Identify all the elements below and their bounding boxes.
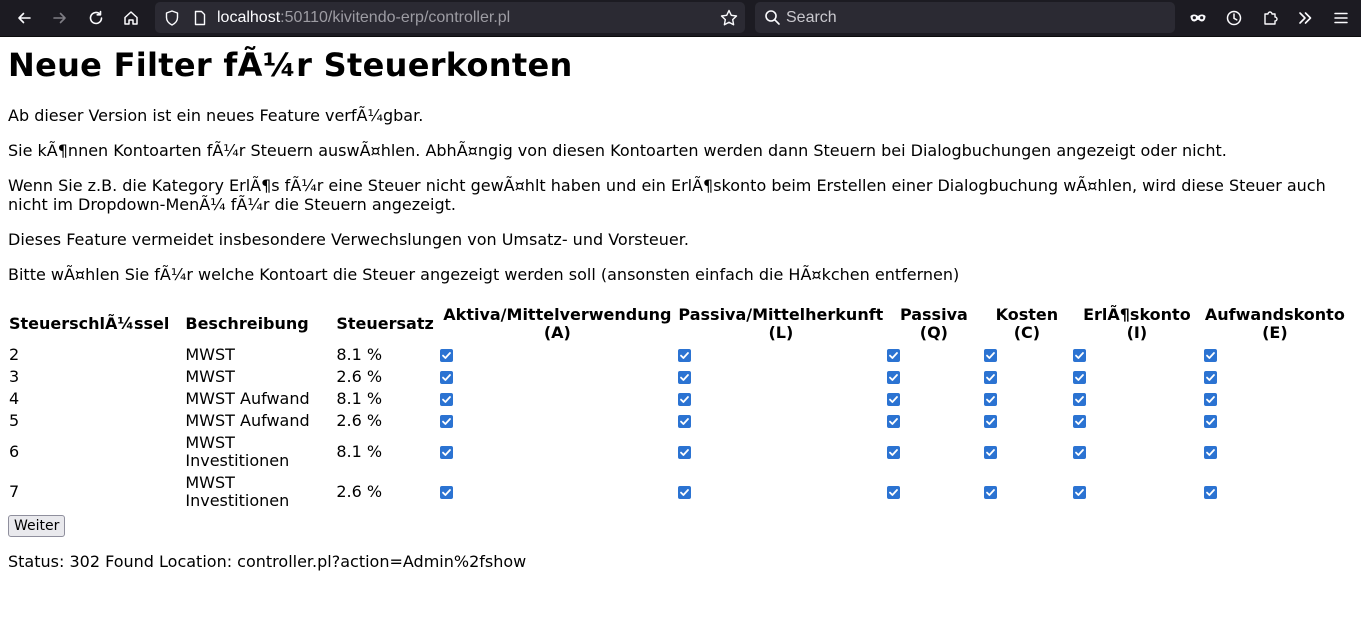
forward-button[interactable] (46, 4, 74, 32)
checkbox-cell-equity (886, 433, 981, 471)
checkbox-costs[interactable] (984, 446, 997, 459)
header-expense (1203, 305, 1346, 343)
checkbox-cell-revenue (1072, 473, 1201, 511)
checkbox-expense[interactable] (1204, 349, 1217, 362)
header-liabilities-code: (L) (768, 323, 794, 342)
header-liabilities-label: Passiva/Mittelherkunft (678, 305, 884, 324)
header-assets (439, 305, 675, 343)
page-icon[interactable] (191, 9, 209, 27)
checkbox-cell-expense (1203, 345, 1346, 365)
checkbox-cell-expense (1203, 411, 1346, 431)
checkbox-equity[interactable] (887, 486, 900, 499)
reload-icon (87, 9, 105, 27)
checkbox-cell-assets (439, 389, 675, 409)
checkbox-revenue[interactable] (1073, 349, 1086, 362)
header-equity-label: Passiva (899, 305, 968, 324)
header-liabilities (677, 305, 884, 343)
checkbox-liabilities[interactable] (678, 415, 691, 428)
checkbox-equity[interactable] (887, 393, 900, 406)
table-row (8, 411, 1346, 431)
header-costs-code: (C) (1013, 323, 1041, 342)
checkbox-assets[interactable] (440, 486, 453, 499)
description-cell (172, 473, 333, 511)
tax-rate-cell: 8.1 % (336, 345, 383, 364)
checkbox-assets[interactable] (440, 446, 453, 459)
checkbox-cell-assets (439, 433, 675, 471)
tax-rate-cell: 8.1 % (336, 389, 383, 408)
hamburger-menu-icon (1332, 9, 1350, 27)
url-path: :50110/kivitendo-erp/controller.pl (280, 9, 511, 26)
table-row (8, 389, 1346, 409)
checkbox-assets[interactable] (440, 393, 453, 406)
header-description: Beschreibung (185, 314, 309, 333)
description-cell (172, 345, 333, 365)
checkbox-cell-revenue (1072, 389, 1201, 409)
tax-key-cell: 2 (9, 345, 20, 364)
header-assets-code: (A) (543, 323, 571, 342)
checkbox-cell-equity (886, 389, 981, 409)
checkbox-expense[interactable] (1204, 415, 1217, 428)
checkbox-assets[interactable] (440, 371, 453, 384)
instruction-paragraph: Bitte wÃ¤hlen Sie fÃ¼r welche Kontoart die Steuer angezeigt werden soll (ansonsten einfach die HÃ¤kchen entfernen) (8, 265, 960, 284)
header-tax-key: SteuerschlÃ¼ssel (9, 314, 170, 333)
back-arrow-icon (15, 9, 33, 27)
tax-key-cell: 5 (9, 411, 20, 430)
browser-toolbar (0, 0, 1361, 37)
checkbox-revenue[interactable] (1073, 371, 1086, 384)
checkbox-revenue[interactable] (1073, 415, 1086, 428)
header-costs-label: Kosten (995, 305, 1059, 324)
header-tax-rate: Steuersatz (336, 314, 434, 333)
header-costs (983, 305, 1070, 343)
checkbox-cell-assets (439, 367, 675, 387)
home-icon (122, 9, 140, 27)
checkbox-liabilities[interactable] (678, 446, 691, 459)
description-text-line2: Investitionen (185, 491, 290, 510)
description-text: MWST (185, 473, 235, 492)
checkbox-cell-equity (886, 345, 981, 365)
checkbox-cell-liabilities (677, 473, 884, 511)
table-header-row (8, 305, 1346, 343)
checkbox-cell-expense (1203, 433, 1346, 471)
history-button[interactable] (1220, 4, 1248, 32)
checkbox-assets[interactable] (440, 415, 453, 428)
forward-arrow-icon (51, 9, 69, 27)
bookmark-star-icon[interactable] (719, 8, 739, 28)
checkbox-cell-costs (983, 411, 1070, 431)
reload-button[interactable] (82, 4, 110, 32)
checkbox-costs[interactable] (984, 371, 997, 384)
example-paragraph: Wenn Sie z.B. die Kategory ErlÃ¶s fÃ¼r eine Steuer nicht gewÃ¤hlt haben und ein ErlÃ¶skonto beim Erstellen einer Dialogbuchung wÃ¤hlen, wird diese Steuer auch nicht im Dropdown-MenÃ¼ fÃ¼r die Steuern angezeigt. (8, 176, 1326, 214)
url-bar[interactable] (155, 2, 745, 33)
header-revenue-code: (I) (1126, 323, 1148, 342)
checkbox-cell-equity (886, 367, 981, 387)
url-host: localhost (217, 9, 281, 26)
checkbox-costs[interactable] (984, 486, 997, 499)
header-equity (886, 305, 981, 343)
home-button[interactable] (117, 4, 145, 32)
extensions-button[interactable] (1256, 4, 1284, 32)
tax-key-cell: 6 (9, 442, 20, 461)
description-text-line2: Investitionen (185, 451, 290, 470)
checkbox-liabilities[interactable] (678, 349, 691, 362)
checkbox-cell-expense (1203, 473, 1346, 511)
page-title: Neue Filter fÃ¼r Steuerkonten (8, 46, 573, 84)
checkbox-liabilities[interactable] (678, 371, 691, 384)
overflow-button[interactable] (1291, 4, 1319, 32)
checkbox-cell-liabilities (677, 367, 884, 387)
page-content (8, 37, 1353, 571)
checkbox-cell-assets (439, 345, 675, 365)
checkbox-cell-expense (1203, 389, 1346, 409)
back-button[interactable] (10, 4, 38, 32)
search-bar[interactable] (755, 2, 1175, 33)
checkbox-expense[interactable] (1204, 486, 1217, 499)
table-row (8, 473, 1346, 511)
private-browsing-button[interactable] (1184, 4, 1212, 32)
tax-rate-cell: 2.6 % (336, 367, 383, 386)
checkbox-revenue[interactable] (1073, 446, 1086, 459)
checkbox-assets[interactable] (440, 349, 453, 362)
checkbox-expense[interactable] (1204, 371, 1217, 384)
checkbox-cell-assets (439, 411, 675, 431)
table-row (8, 345, 1346, 365)
checkbox-revenue[interactable] (1073, 486, 1086, 499)
checkbox-costs[interactable] (984, 415, 997, 428)
checkbox-cell-costs (983, 367, 1070, 387)
checkbox-cell-liabilities (677, 411, 884, 431)
description-text: MWST (185, 433, 235, 452)
checkbox-cell-costs (983, 345, 1070, 365)
checkbox-cell-revenue (1072, 411, 1201, 431)
tax-rate-cell: 2.6 % (336, 411, 383, 430)
account-types-paragraph: Sie kÃ¶nnen Kontoarten fÃ¼r Steuern auswÃ¤hlen. AbhÃ¤ngig von diesen Kontoarten werden dann Steuern bei Dialogbuchungen angezeigt oder nicht. (8, 141, 1227, 160)
checkbox-liabilities[interactable] (678, 393, 691, 406)
description-cell (172, 411, 333, 431)
checkbox-cell-liabilities (677, 389, 884, 409)
checkbox-cell-equity (886, 411, 981, 431)
tax-rate-cell: 2.6 % (336, 482, 383, 501)
checkbox-cell-equity (886, 473, 981, 511)
shield-icon[interactable] (163, 9, 181, 27)
checkbox-cell-revenue (1072, 433, 1201, 471)
checkbox-costs[interactable] (984, 349, 997, 362)
checkbox-expense[interactable] (1204, 393, 1217, 406)
tax-filter-form (8, 303, 1353, 537)
header-expense-code: (E) (1262, 323, 1288, 342)
header-equity-code: (Q) (919, 323, 948, 342)
header-revenue (1072, 305, 1201, 343)
url-text[interactable] (217, 8, 510, 28)
checkbox-cell-liabilities (677, 345, 884, 365)
intro-paragraph: Ab dieser Version ist ein neues Feature verfÃ¼gbar. (8, 106, 424, 125)
checkbox-equity[interactable] (887, 371, 900, 384)
search-input[interactable]: Search (786, 9, 837, 26)
checkbox-cell-costs (983, 389, 1070, 409)
checkbox-cell-assets (439, 473, 675, 511)
checkbox-equity[interactable] (887, 349, 900, 362)
description-text: MWST Aufwand (185, 389, 310, 408)
description-cell (172, 389, 333, 409)
status-line: Status: 302 Found Location: controller.pl?action=Admin%2fshow (8, 552, 527, 571)
checkbox-equity[interactable] (887, 415, 900, 428)
description-text: MWST (185, 345, 235, 364)
description-cell (172, 433, 333, 471)
header-revenue-label: ErlÃ¶skonto (1083, 305, 1191, 324)
checkbox-cell-costs (983, 433, 1070, 471)
checkbox-costs[interactable] (984, 393, 997, 406)
tax-key-cell: 4 (9, 389, 20, 408)
checkbox-liabilities[interactable] (678, 486, 691, 499)
checkbox-revenue[interactable] (1073, 393, 1086, 406)
table-row (8, 433, 1346, 471)
checkbox-cell-costs (983, 473, 1070, 511)
puzzle-icon (1261, 9, 1279, 27)
tax-rate-cell: 8.1 % (336, 442, 383, 461)
search-icon (764, 9, 781, 26)
header-expense-label: Aufwandskonto (1204, 305, 1345, 324)
checkbox-cell-revenue (1072, 345, 1201, 365)
mask-icon (1189, 9, 1207, 27)
checkbox-cell-revenue (1072, 367, 1201, 387)
feature-paragraph: Dieses Feature vermeidet insbesondere Verwechslungen von Umsatz- und Vorsteuer. (8, 230, 689, 249)
checkbox-equity[interactable] (887, 446, 900, 459)
tax-filter-table (6, 303, 1348, 513)
description-text: MWST (185, 367, 235, 386)
continue-button[interactable]: Weiter (8, 515, 65, 537)
description-text: MWST Aufwand (185, 411, 310, 430)
header-assets-label: Aktiva/Mittelverwendung (443, 305, 672, 324)
menu-button[interactable] (1327, 4, 1355, 32)
checkbox-expense[interactable] (1204, 446, 1217, 459)
tax-key-cell: 7 (9, 482, 20, 501)
table-row (8, 367, 1346, 387)
checkbox-cell-expense (1203, 367, 1346, 387)
tax-rows (8, 345, 1346, 511)
clock-icon (1225, 9, 1243, 27)
description-cell (172, 367, 333, 387)
checkbox-cell-liabilities (677, 433, 884, 471)
tax-key-cell: 3 (9, 367, 20, 386)
chevron-double-right-icon (1296, 9, 1314, 27)
